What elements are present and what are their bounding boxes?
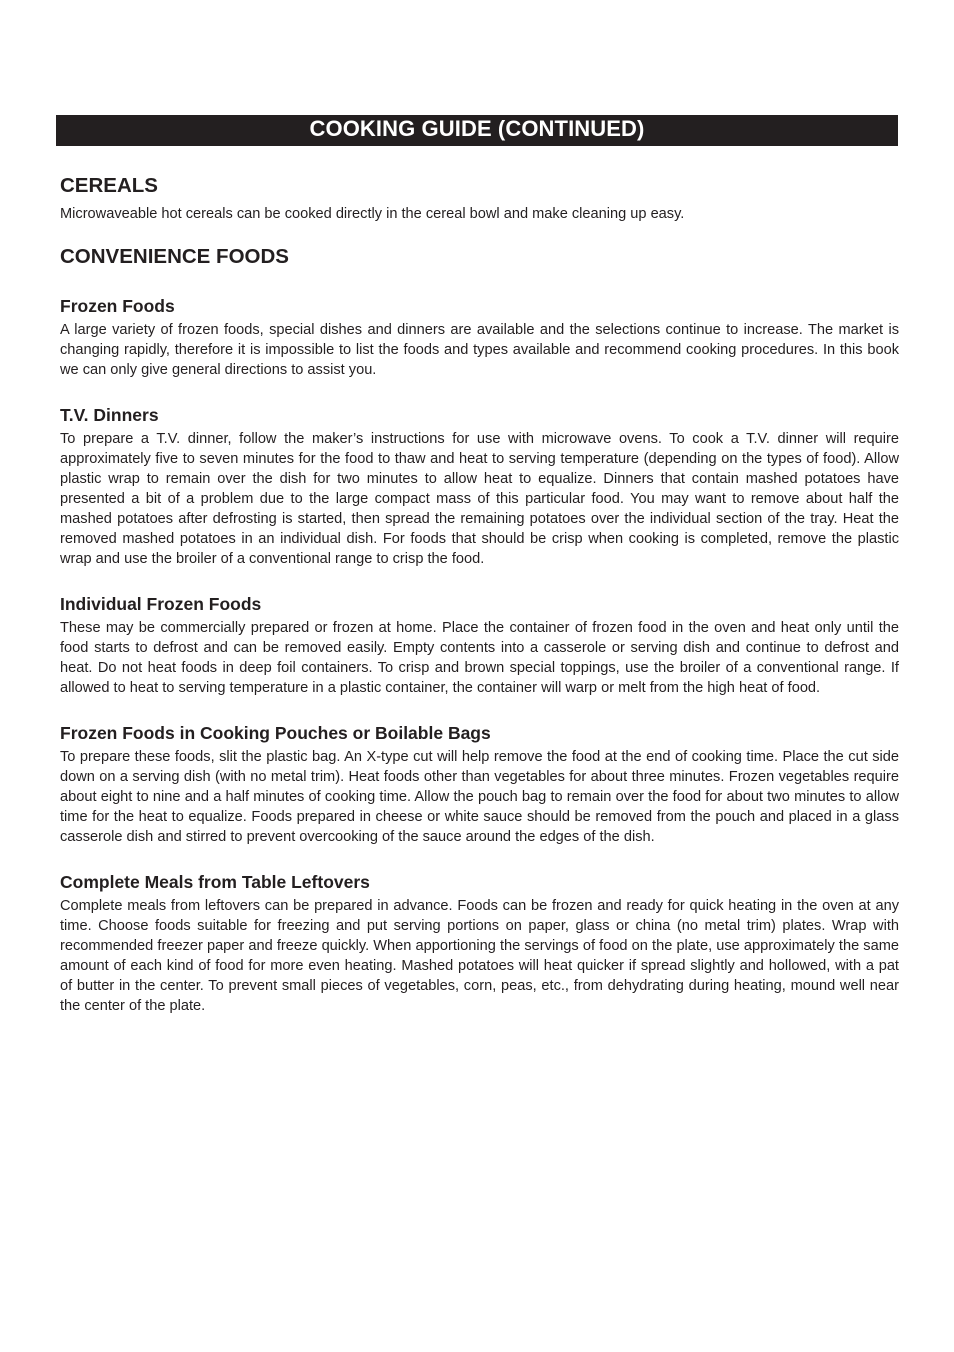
tv-dinners-section [60, 404, 899, 569]
table-leftovers-heading: Complete Meals from Table Leftovers [60, 872, 370, 892]
cooking-pouches-section [60, 722, 899, 847]
tv-dinners-body: To prepare a T.V. dinner, follow the maker’s instructions for use with microwave ovens. To cook a T.V. dinner will require approximately five to seven minutes for the food to thaw and heat to serving temperature (depending on the types of food). Allow plastic wrap to remain over the dish for two minutes to allow heat to equalize. Dinners that contain mashed potatoes have presented a bit of a problem due to the large compact mass of this particular food. You may want to remove about half the mashed potatoes after defrosting is started, then spread the remaining potatoes over the individual section of the tray. Heat the removed mashed potatoes in an individual dish. For foods that should be crisp when cooking is completed, remove the plastic wrap and use the broiler of a conventional range to crisp the food. [60, 431, 899, 567]
page-content [60, 172, 899, 1016]
individual-frozen-foods-body: These may be commercially prepared or frozen at home. Place the container of frozen food in the oven and heat only until the food starts to defrost and can be removed easily. Empty contents into a casserole or serving dish and continue to defrost and heat. Do not heat foods in deep foil containers. To crisp and brown special toppings, use the broiler of a conventional range. If allowed to heat to serving temperature in a plastic container, the container will warp or melt from the high heat of food. [60, 620, 899, 696]
frozen-foods-section [60, 295, 899, 380]
cereals-heading: CEREALS [60, 174, 158, 197]
convenience-foods-heading: CONVENIENCE FOODS [60, 245, 289, 268]
cereals-body: Microwaveable hot cereals can be cooked directly in the cereal bowl and make cleaning up easy. [60, 206, 685, 222]
page-title: COOKING GUIDE (CONTINUED) [56, 115, 898, 146]
table-leftovers-body: Complete meals from leftovers can be prepared in advance. Foods can be frozen and ready for quick heating in the oven at any time. Choose foods suitable for freezing and put serving portions on paper, glass or china (no metal trim) plates. Wrap with recommended freezer paper and freeze quickly. When apportioning the servings of food on the plate, use approximately the same amount of each kind of food for more even heating. Mashed potatoes will heat quicker if spread slightly and hollowed, with a pat of butter in the center. To prevent small pieces of vegetables, corn, peas, etc., from dehydrating during heating, mound well near the center of the plate. [60, 898, 899, 1014]
frozen-foods-body: A large variety of frozen foods, special dishes and dinners are available and the selections continue to increase. The market is changing rapidly, therefore it is impossible to list the foods and types available and recommend cooking procedures. In this book we can only give general directions to assist you. [60, 322, 899, 378]
tv-dinners-heading: T.V. Dinners [60, 405, 159, 425]
individual-frozen-foods-section [60, 593, 899, 698]
cereals-section [60, 172, 899, 224]
table-leftovers-section [60, 871, 899, 1016]
convenience-foods-section [60, 243, 899, 1016]
frozen-foods-heading: Frozen Foods [60, 296, 175, 316]
cooking-pouches-heading: Frozen Foods in Cooking Pouches or Boilable Bags [60, 723, 491, 743]
individual-frozen-foods-heading: Individual Frozen Foods [60, 594, 262, 614]
cooking-pouches-body: To prepare these foods, slit the plastic bag. An X-type cut will help remove the food at the end of cooking time. Place the cut side down on a serving dish (with no metal trim). Heat foods other than vegetables for about three minutes. Frozen vegetables require about eight to nine and a half minutes of cooking time. Allow the pouch bag to remain over the food for about two minutes to allow time for the heat to equalize. Foods prepared in cheese or white sauce should be removed from the pouch and placed in a glass casserole dish and stirred to prevent overcooking of the sauce around the edges of the dish. [60, 749, 899, 845]
